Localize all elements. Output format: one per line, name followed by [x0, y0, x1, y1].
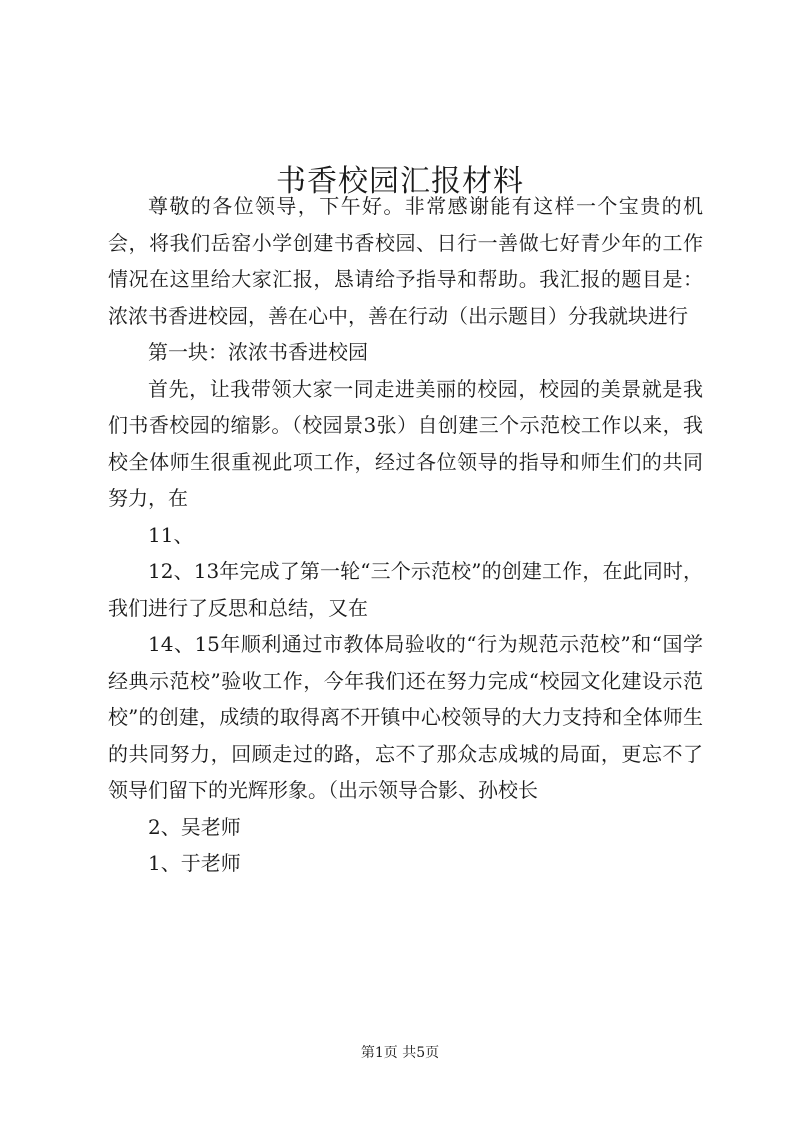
paragraph-section-heading: 第一块：浓浓书香进校园 [148, 340, 368, 364]
paragraph-campus-intro: 首先，让我带领大家一同走进美丽的校园，校园的美景就是我们书香校园的缩影。（校园景3张）自创建三个示范校工作以来，我校全体师生很重视此项工作，经过各位领导的指导和师生们的共同努力，在 [108, 376, 703, 510]
paragraph-teacher-wu: 2、吴老师 [148, 814, 241, 839]
page-number: 第1页 共5页 [360, 1045, 440, 1061]
paragraph-greeting: 尊敬的各位领导，下午好。非常感谢能有这样一个宝贵的机会，将我们岳窑小学创建书香校园、日行一善做七好青少年的工作情况在这里给大家汇报，恳请给予指导和帮助。我汇报的题目是：浓浓书香进校园，善在心中，善在行动（出示题目）分我就块进行 [108, 194, 703, 328]
paragraph-teacher-yu: 1、于老师 [148, 851, 241, 875]
paragraph-list-11: 11、 [148, 522, 194, 547]
document-title: 书香校园汇报材料 [276, 164, 524, 200]
page-footer [0, 1043, 800, 1063]
document-body [108, 188, 703, 882]
paragraph-list-14-15: 14、15年顺利通过市教体局验收的“行为规范示范校”和“国学经典示范校”验收工作，今年我们还在努力完成“校园文化建设示范校”的创建，成绩的取得离不开镇中心校领导的大力支持和全体师生的共同努力，回顾走过的路，忘不了那众志成城的局面，更忘不了领导们留下的光辉形象。（出示领导合影、孙校长 [108, 632, 703, 802]
paragraph-list-12-13: 12、13年完成了第一轮“三个示范校”的创建工作，在此同时，我们进行了反思和总结，又在 [108, 559, 703, 620]
